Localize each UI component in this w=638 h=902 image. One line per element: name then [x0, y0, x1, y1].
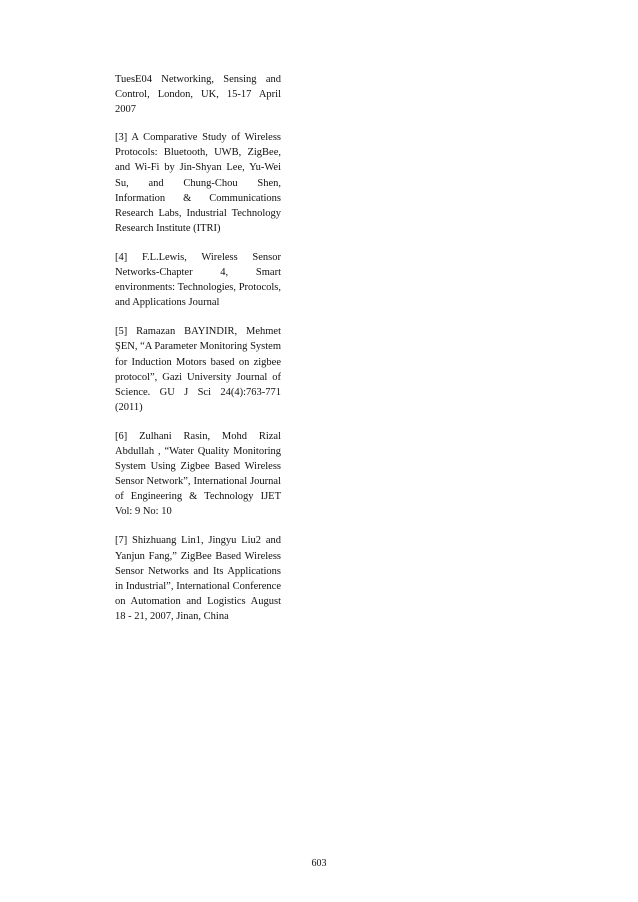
- reference-4: [4] F.L.Lewis, Wireless Sensor Networks-Chapter 4, Smart environments: Technologies, Protocols, and Applications Journal: [115, 251, 281, 309]
- reference-continuation: TuesE04 Networking, Sensing and Control, London, UK, 15-17 April 2007: [115, 74, 281, 116]
- reference-6: [6] Zulhani Rasin, Mohd Rizal Abdullah , “Water Quality Monitoring System Using Zigbee Based Wireless Sensor Network”, International Journal of Engineering & Technology IJET Vol: 9 No: 10: [115, 430, 281, 518]
- reference-7: [7] Shizhuang Lin1, Jingyu Liu2 and Yanjun Fang,” ZigBee Based Wireless Sensor Networks and Its Applications in Industrial”, International Conference on Automation and Logistics August 18 - 21, 2007, Jinan, China: [115, 535, 281, 622]
- reference-3: [3] A Comparative Study of Wireless Protocols: Bluetooth, UWB, ZigBee, and Wi-Fi by Jin-Shyan Lee, Yu-Wei Su, and Chung-Chou Shen, Information & Communications Research Labs, Industrial Technology Research Institute (ITRI): [115, 132, 281, 234]
- page-number: 603: [311, 858, 327, 869]
- reference-5: [5] Ramazan BAYINDIR, Mehmet ŞEN, “A Parameter Monitoring System for Induction Motors based on zigbee protocol”, Gazi University Journal of Science. GU J Sci 24(4):763-771 (2011): [115, 326, 281, 413]
- references-column: [115, 72, 281, 638]
